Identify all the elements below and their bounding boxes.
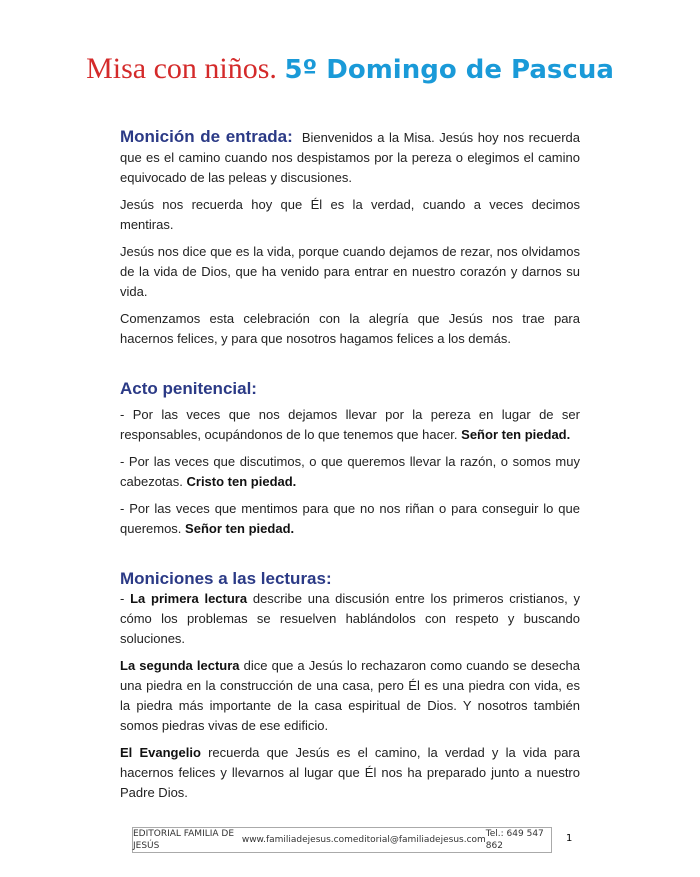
paragraph: Comenzamos esta celebración con la alegría que Jesús nos trae para hacernos felices, y para que nosotros hagamos felices a los demás. [120, 311, 580, 346]
invocation-response: Señor ten piedad. [185, 521, 295, 536]
section-heading: Moniciones a las lecturas: [120, 569, 332, 588]
footer [132, 827, 552, 853]
invocation-text: - Por las veces que nos dejamos llevar por la pereza en lugar de ser responsables, ocupándonos de lo que tenemos que hacer. [120, 407, 580, 442]
paragraph: Jesús nos recuerda hoy que Él es la verdad, cuando a veces decimos mentiras. [120, 197, 580, 232]
paragraph: Jesús nos dice que es la vida, porque cuando dejamos de rezar, nos olvidamos de la vida de Dios, que ha venido para entrar en nuestro corazón y darnos su vida. [120, 244, 580, 299]
section-heading: Acto penitencial: [120, 379, 257, 398]
footer-row [0, 827, 700, 877]
page-number: 1 [566, 833, 573, 844]
phone: Tel.: 649 547 862 [485, 829, 544, 851]
invocation-response: Señor ten piedad. [461, 427, 571, 442]
lecturas-section [120, 569, 580, 803]
invocation [120, 405, 580, 445]
reading-note [120, 743, 580, 803]
invocation-text: - Por las veces que discutimos, o que queremos llevar la razón, o somos muy cabezotas. [120, 454, 580, 489]
publisher: EDITORIAL FAMILIA DE JESÚS [133, 829, 235, 851]
invocation [120, 499, 580, 539]
reading-title: La segunda lectura [120, 658, 240, 673]
acto-penitencial-section [120, 379, 580, 539]
reading-text: recuerda que Jesús es el camino, la verdad y la vida para hacernos felices y llevarnos al lugar que Él nos ha preparado junto a nuestro Padre Dios. [120, 745, 580, 800]
website-link[interactable]: www.familiadejesus.com [241, 835, 353, 845]
email-link[interactable]: editorial@familiadejesus.com [352, 835, 486, 845]
title-part1: Misa con niños. [86, 52, 277, 85]
reading-dash: - [120, 591, 131, 606]
reading-note [120, 656, 580, 736]
invocation-text: - Por las veces que mentimos para que no nos riñan o para conseguir lo que queremos. [120, 501, 580, 536]
title-part2: 5º Domingo de Pascua [284, 55, 614, 85]
reading-title: El Evangelio [120, 745, 201, 760]
page-title [0, 0, 700, 89]
reading-text: describe una discusión entre los primeros cristianos, y cómo los problemas se resuelven hablándolos con respeto y buscando soluciones. [120, 591, 580, 646]
invocation-response: Cristo ten piedad. [186, 474, 297, 489]
reading-text: dice que a Jesús lo rechazaron como cuando se desecha una piedra en la construcción de una casa, pero Él es una piedra con vida, es la piedra más importante de la casa espiritual de Dios. Y nosotros también somos piedras vivas de ese edificio. [120, 658, 580, 733]
paragraph-text: Bienvenidos a la Misa. Jesús hoy nos recuerda que es el camino cuando nos despistamos por la pereza o elegimos el camino equivocado de las peleas y discusiones. [120, 130, 580, 185]
reading-note [120, 589, 580, 649]
section-heading: Monición de entrada: [120, 127, 293, 146]
monicion-entrada-section [120, 127, 580, 349]
reading-title: La primera lectura [130, 591, 248, 606]
invocation [120, 452, 580, 492]
